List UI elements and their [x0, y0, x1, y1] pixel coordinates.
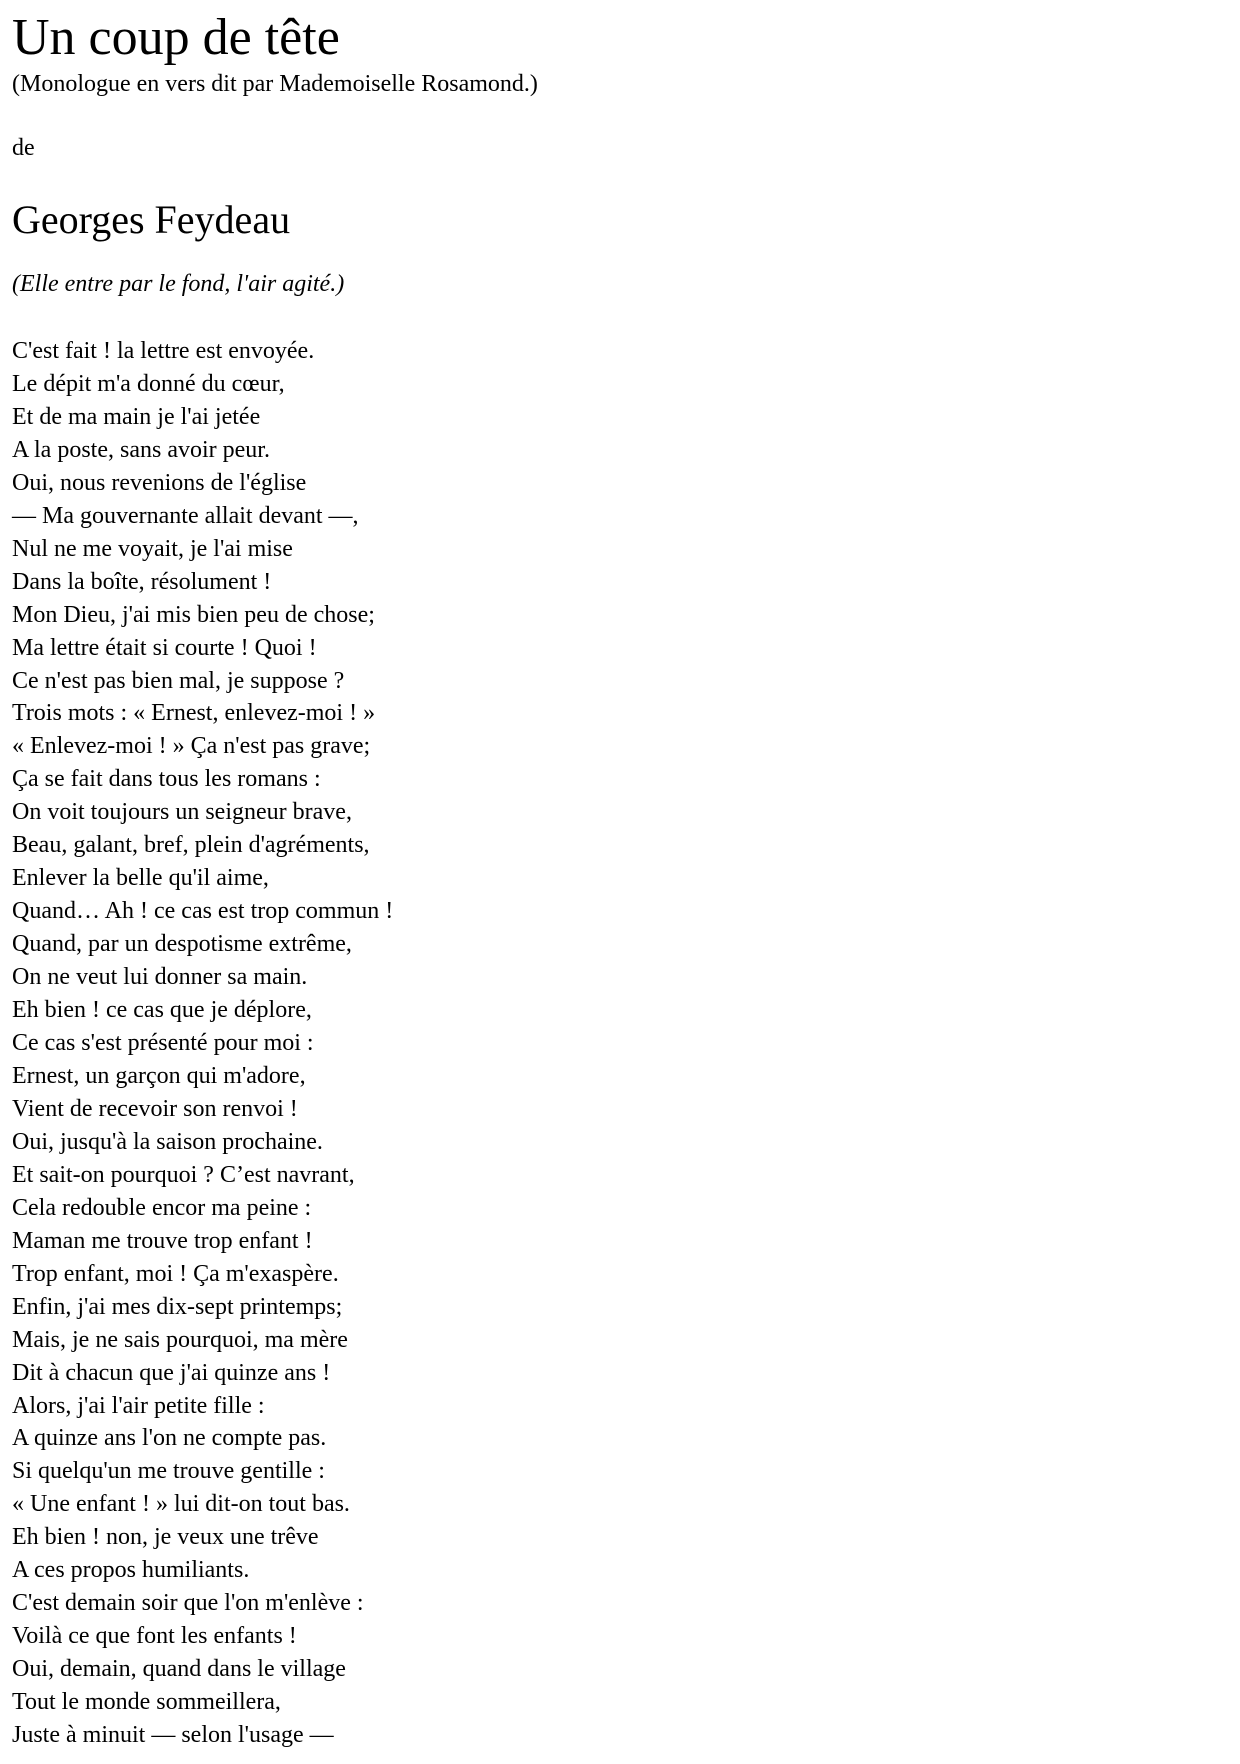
verse-line: Voilà ce que font les enfants !	[12, 1623, 297, 1650]
verse-line: Oui, demain, quand dans le village	[12, 1656, 346, 1683]
verse-line: Ça se fait dans tous les romans :	[12, 766, 321, 793]
verse-line: Cela redouble encor ma peine :	[12, 1194, 312, 1221]
verse-line: Nul ne me voyait, je l'ai mise	[12, 535, 293, 562]
verse-line: Ce cas s'est présenté pour moi :	[12, 1030, 314, 1057]
verse-line: A quinze ans l'on ne compte pas.	[12, 1425, 327, 1452]
verse-line: Beau, galant, bref, plein d'agréments,	[12, 832, 370, 859]
verse-line: Vient de recevoir son renvoi !	[12, 1095, 298, 1122]
verse-line: « Enlevez-moi ! » Ça n'est pas grave;	[12, 733, 371, 760]
verse-line: Juste à minuit — selon l'usage —	[12, 1722, 334, 1749]
verse-list	[12, 335, 1240, 1752]
verse-line: Ernest, un garçon qui m'adore,	[12, 1062, 306, 1089]
document-page	[0, 9, 1240, 1752]
verse-line: Ma lettre était si courte ! Quoi !	[12, 634, 317, 661]
verse-line: Eh bien ! non, je veux une trêve	[12, 1524, 319, 1551]
verse-line: Oui, jusqu'à la saison prochaine.	[12, 1128, 323, 1155]
verse-line: Tout le monde sommeillera,	[12, 1689, 281, 1716]
verse-line: Eh bien ! ce cas que je déplore,	[12, 997, 312, 1024]
subtitle: (Monologue en vers dit par Mademoiselle Rosamond.)	[12, 71, 538, 97]
verse-line: Dit à chacun que j'ai quinze ans !	[12, 1359, 331, 1386]
verse-line: Maman me trouve trop enfant !	[12, 1227, 313, 1254]
verse-line: On ne veut lui donner sa main.	[12, 964, 308, 991]
verse-line: On voit toujours un seigneur brave,	[12, 799, 352, 826]
verse-line: Enfin, j'ai mes dix-sept printemps;	[12, 1293, 343, 1320]
author-name: Georges Feydeau	[12, 197, 291, 242]
page-title: Un coup de tête	[12, 9, 340, 66]
verse-line: C'est demain soir que l'on m'enlève :	[12, 1590, 364, 1617]
verse-line: Oui, nous revenions de l'église	[12, 469, 307, 496]
verse-line: A la poste, sans avoir peur.	[12, 436, 270, 463]
verse-line: Trop enfant, moi ! Ça m'exaspère.	[12, 1260, 339, 1287]
by-line: de	[12, 135, 35, 161]
verse-line: Le dépit m'a donné du cœur,	[12, 370, 285, 397]
verse-line: Quand, par un despotisme extrême,	[12, 931, 352, 958]
verse-line: Trois mots : « Ernest, enlevez-moi ! »	[12, 700, 376, 727]
verse-line: Et sait-on pourquoi ? C’est navrant,	[12, 1161, 355, 1188]
verse-line: Mon Dieu, j'ai mis bien peu de chose;	[12, 601, 375, 628]
verse-line: Si quelqu'un me trouve gentille :	[12, 1458, 325, 1485]
verse-line: Et de ma main je l'ai jetée	[12, 403, 261, 430]
verse-line: Ce n'est pas bien mal, je suppose ?	[12, 667, 345, 694]
verse-line: C'est fait ! la lettre est envoyée.	[12, 338, 315, 364]
verse-line: Enlever la belle qu'il aime,	[12, 865, 269, 892]
verse-line: — Ma gouvernante allait devant —,	[12, 502, 359, 529]
verse-line: Mais, je ne sais pourquoi, ma mère	[12, 1326, 348, 1353]
verse-line: Alors, j'ai l'air petite fille :	[12, 1392, 265, 1419]
verse-line: « Une enfant ! » lui dit-on tout bas.	[12, 1491, 350, 1518]
stage-direction: (Elle entre par le fond, l'air agité.)	[12, 271, 345, 297]
verse-line: Quand… Ah ! ce cas est trop commun !	[12, 898, 394, 925]
verse-line: A ces propos humiliants.	[12, 1557, 250, 1584]
verse-line: Dans la boîte, résolument !	[12, 568, 272, 595]
